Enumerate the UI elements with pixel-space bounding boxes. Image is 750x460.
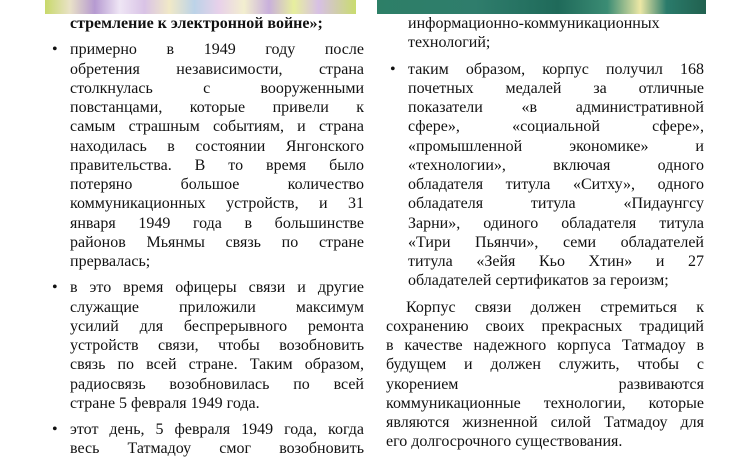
left-b3-line: этот день, 5 февраля 1949 года, когда [70, 421, 364, 438]
left-column [48, 14, 364, 459]
left-b1-line: коммуникационных устройств, и 31 [70, 195, 364, 213]
left-b2-line: устройств связи, чтобы возобновить [70, 337, 364, 354]
left-b1-line: находилась в состоянии Янгонского [70, 137, 364, 155]
left-top-line: стремление к электронной войне»; [70, 15, 323, 32]
left-b2-line: служащие приложили максимум [70, 298, 364, 316]
paragraph-line: являются жизненной силой Татмадоу для [386, 414, 704, 431]
left-b2-line: стране 5 февраля 1949 года. [70, 394, 260, 412]
right-b1-line: почетных медалей за отличные [408, 79, 704, 97]
right-top-line: информационно-коммуникационных [408, 15, 660, 32]
right-b1-line: сфере», «социальной сфере», [408, 118, 704, 136]
left-b2-line: усилий для беспрерывного ремонта [70, 317, 364, 335]
left-b1-line: января 1949 года в большинстве [70, 214, 364, 232]
left-bullet-1 [48, 40, 364, 271]
left-b1-line: прервалась; [70, 253, 151, 270]
left-b2-line: радиосвязь возобновилась по всей [70, 375, 364, 393]
right-b1-line: обладателя титула «Ситху», одного [408, 176, 704, 193]
left-bullet-2 [48, 278, 364, 413]
left-b1-line: обретения независимости, страна [70, 60, 364, 78]
left-b2-line: в это время офицеры связи и другие [70, 279, 364, 297]
left-bullet-3 [48, 420, 364, 459]
bullet-marker: • [390, 60, 396, 78]
bullet-marker: • [52, 41, 58, 59]
right-b1-line: обладателей сертификатов за героизм; [408, 272, 669, 290]
right-bullet-1 [386, 60, 704, 291]
left-b1-line: примерно в 1949 году после [70, 41, 364, 59]
paragraph-line: будущем и должен служить, чтобы с [386, 356, 704, 374]
right-b1-line: таким образом, корпус получил 168 [408, 60, 704, 78]
right-b1-line: Зарни», одиного обладателя титула [408, 214, 704, 232]
photo-ceremony-strip [377, 0, 706, 14]
bullet-marker: • [52, 279, 58, 297]
left-b1-line: потеряно большое количество [70, 176, 364, 193]
right-top-line: технологий; [408, 34, 491, 52]
left-b2-line: связь по всей стране. Таким образом, [70, 356, 364, 374]
paragraph-line: в качестве надежного корпуса Татмадоу в [386, 337, 704, 354]
paragraph-line: его долгосрочного существования. [386, 433, 623, 451]
paragraph-line: укорением развиваются [386, 375, 704, 393]
left-b1-line: правительства. В то время было [70, 156, 364, 174]
left-b1-line: районов Мьянмы связь по стране [70, 233, 364, 251]
right-column [386, 14, 704, 452]
right-b1-line: «Тири Пьянчи», семи обладателей [408, 233, 704, 251]
paragraph-line: Корпус связи должен стремиться к [406, 298, 704, 316]
right-b1-line: «технологии», включая одного [408, 156, 704, 174]
left-b1-line: столкнулась с вооруженными [70, 79, 364, 97]
left-b1-line: самым страшным событиям, и страна [70, 118, 364, 136]
right-b1-line: титула «Зейя Кьо Хтин» и 27 [408, 253, 704, 270]
photo-flowers-strip [45, 0, 356, 14]
right-b1-line: «промышленной экономике» и [408, 137, 704, 155]
left-b1-line: повстанцами, которые привели к [70, 99, 364, 116]
paragraph-line: сохранению своих прекрасных традиций [386, 317, 704, 335]
right-b1-line: показатели «в административной [408, 99, 704, 116]
bullet-marker: • [52, 421, 58, 438]
paragraph-line: коммуникационные технологии, которые [386, 394, 704, 412]
right-b1-line: обладателя титула «Пидаунгсу [408, 195, 704, 213]
left-b3-line: весь Татмадоу смог возобновить [70, 440, 364, 458]
closing-paragraph [386, 298, 704, 452]
